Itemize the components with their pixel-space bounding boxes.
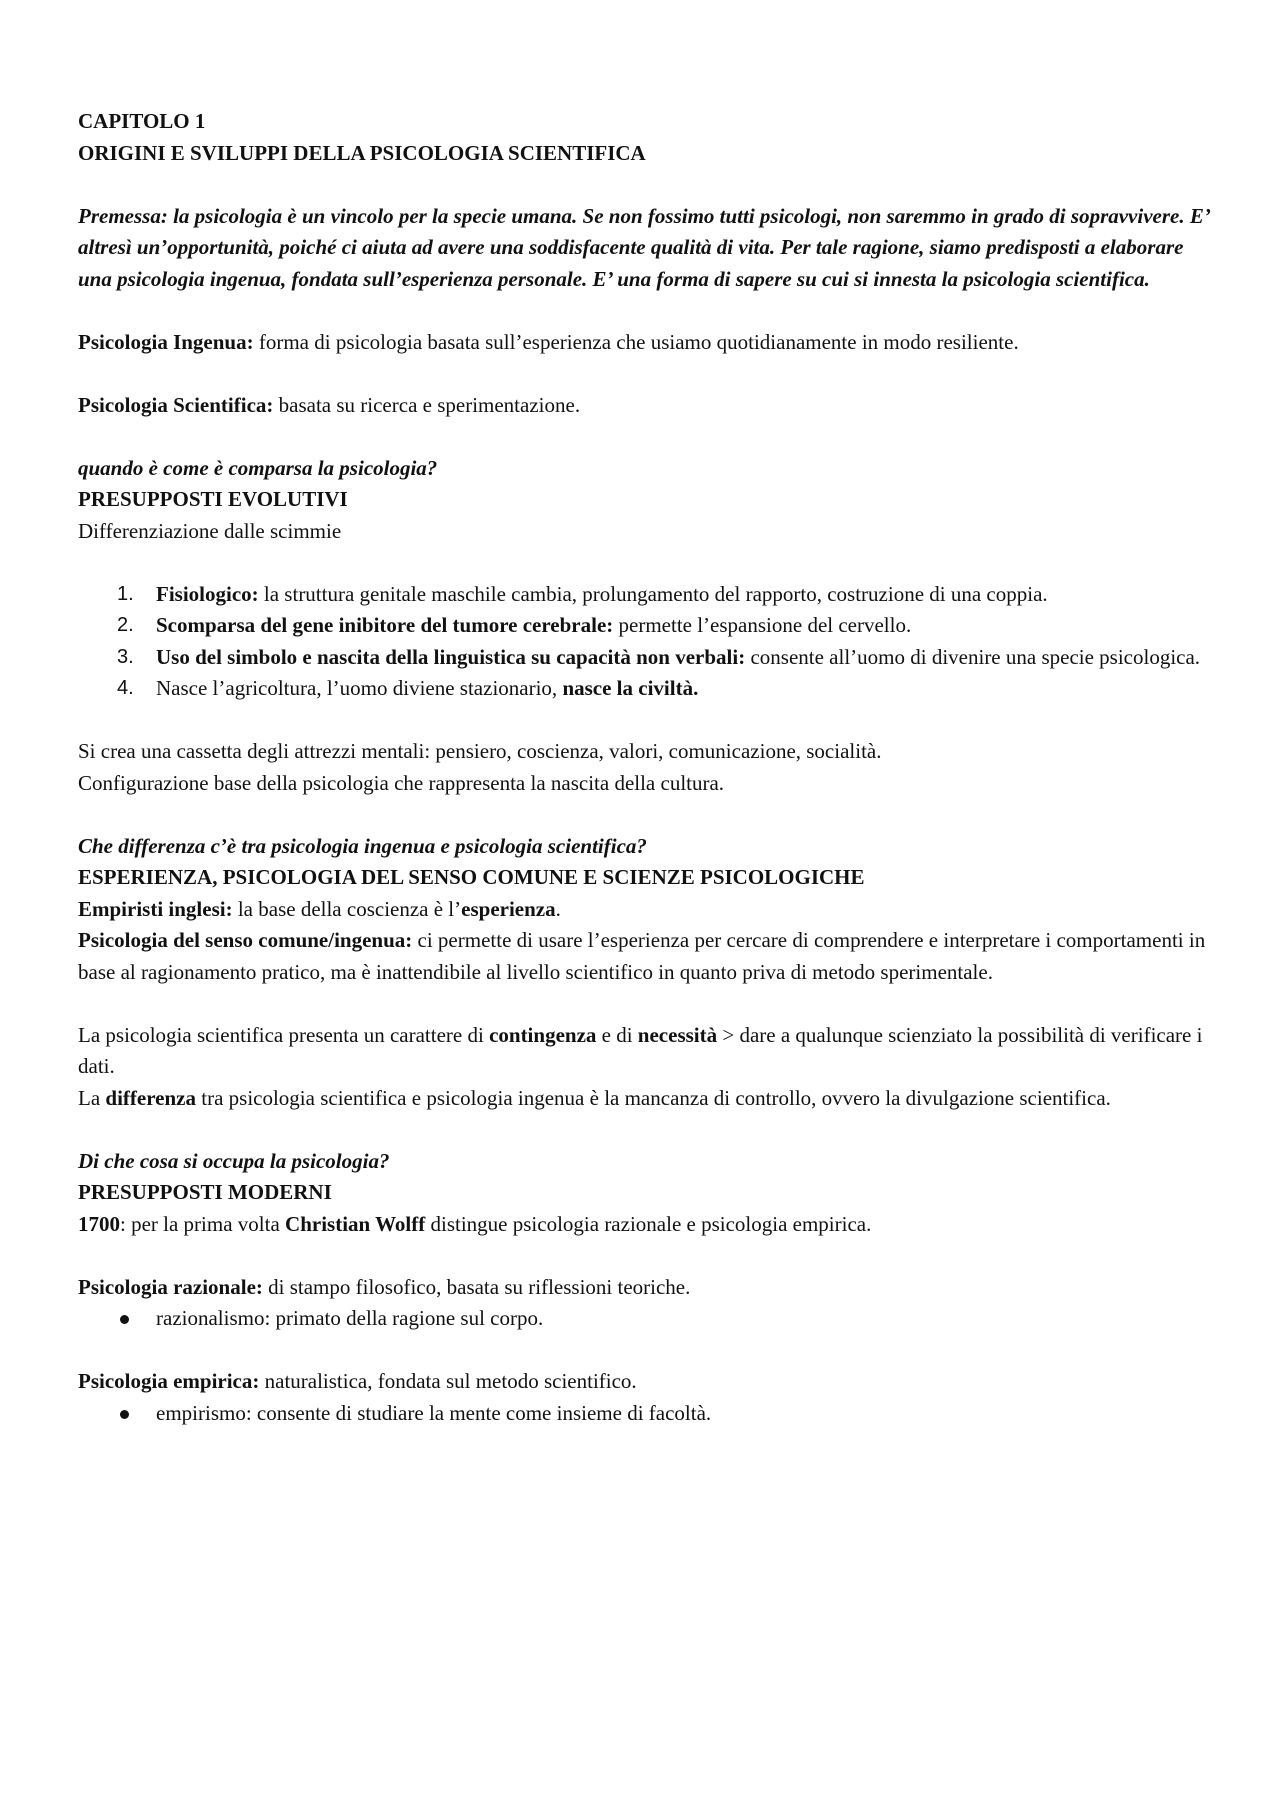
empirica-paragraph (78, 1366, 1220, 1398)
list-item-text: empirismo: consente di studiare la mente come insieme di facoltà. (156, 1400, 712, 1425)
section-heading: PRESUPPOSTI MODERNI (78, 1180, 332, 1204)
definition-term: Psicologia empirica: (78, 1369, 260, 1393)
list-item-text: Nasce l’agricoltura, l’uomo diviene stazionario, (156, 676, 563, 700)
list-item-bold: nasce la civiltà. (562, 676, 699, 700)
definition-term: Empiristi inglesi: (78, 896, 233, 921)
list-item-text: permette l’espansione del cervello. (613, 613, 912, 637)
list-item (78, 610, 1220, 642)
emphasis: necessità (637, 1022, 718, 1047)
list-item (78, 673, 1220, 705)
list-item (78, 579, 1220, 611)
paragraph-text: : per la prima volta (120, 1211, 286, 1236)
chapter-label: CAPITOLO 1 (78, 109, 206, 133)
list-item-text: consente all’uomo di divenire una specie psicologica. (745, 644, 1201, 669)
section-outro: Configurazione base della psicologia che rappresenta la nascita della cultura. (78, 770, 725, 795)
bullet-icon (120, 1410, 129, 1419)
empiristi-paragraph (78, 894, 1220, 926)
definition-text: di stampo filosofico, basata su riflessioni teoriche. (262, 1274, 691, 1299)
list-number: 4. (117, 677, 134, 699)
list-item-text: la struttura genitale maschile cambia, prolungamento del rapporto, costruzione di una coppia. (258, 581, 1048, 606)
senso-comune-paragraph (78, 925, 1220, 988)
bullet-list (78, 1398, 1220, 1430)
list-item-bold: Scomparsa del gene inibitore del tumore cerebrale: (156, 613, 614, 637)
paragraph-text: tra psicologia scientifica e psicologia ingenua è la mancanza di controllo, ovvero la divulgazione scientifica. (196, 1085, 1111, 1110)
definition-text: ci permette di usare l’esperienza per cercare di comprendere e interpretare i comportamenti in base al ragionamento pratico, ma è inattendibile al livello scientifico in quanto priva di metodo sperimentale. (78, 928, 1206, 984)
paragraph-text: La psicologia scientifica presenta un carattere di (78, 1022, 490, 1047)
numbered-list (78, 579, 1220, 705)
list-number: 2. (117, 614, 134, 636)
emphasis: differenza (105, 1085, 196, 1110)
person-name: Christian Wolff (285, 1211, 426, 1236)
definition-text: la base della coscienza è l’ (232, 896, 462, 921)
definition-text: naturalistica, fondata sul metodo scientifico. (259, 1369, 637, 1393)
section-question: quando è come è comparsa la psicologia? (78, 455, 438, 480)
list-number: 1. (117, 582, 134, 605)
definition-text: forma di psicologia basata sull’esperienza che usiamo quotidianamente in modo resiliente. (253, 329, 1019, 354)
list-item-bold: Fisiologico: (156, 581, 259, 606)
section-question: Che differenza c’è tra psicologia ingenua e psicologia scientifica? (78, 833, 647, 858)
paragraph-text: > dare a qualunque scienziato la possibilità di verificare i dati. (78, 1022, 1203, 1078)
definition-text: basata su ricerca e sperimentazione. (273, 392, 581, 417)
list-item (78, 1398, 1220, 1430)
section-heading: PRESUPPOSTI EVOLUTIVI (78, 487, 348, 511)
section-outro: Si crea una cassetta degli attrezzi mentali: pensiero, coscienza, valori, comunicazione, socialità. (78, 739, 882, 763)
section-intro: Differenziazione dalle scimmie (78, 518, 342, 543)
differenza-paragraph (78, 1083, 1220, 1115)
list-item-bold: Uso del simbolo e nascita della linguistica su capacità non verbali: (156, 644, 746, 669)
punctuation: . (555, 896, 561, 921)
definition-term: Psicologia del senso comune/ingenua: (78, 928, 413, 952)
razionale-paragraph (78, 1272, 1220, 1304)
section-question: Di che cosa si occupa la psicologia? (78, 1148, 390, 1173)
list-item-text: razionalismo: primato della ragione sul corpo. (156, 1306, 544, 1330)
definition-term: Psicologia Ingenua: (78, 329, 254, 354)
definition-scientifica (78, 390, 1220, 422)
caratteri-paragraph (78, 1020, 1220, 1083)
list-item (78, 642, 1220, 674)
paragraph-text: La (78, 1085, 106, 1110)
definition-ingenua (78, 327, 1220, 359)
emphasis: contingenza (489, 1022, 597, 1047)
section-heading: ESPERIENZA, PSICOLOGIA DEL SENSO COMUNE E SCIENZE PSICOLOGICHE (78, 865, 865, 889)
wolff-paragraph (78, 1209, 1220, 1241)
definition-term: Psicologia razionale: (78, 1274, 263, 1299)
emphasis: esperienza (461, 896, 556, 921)
bullet-icon (120, 1315, 129, 1324)
list-number: 3. (117, 645, 134, 668)
definition-term: Psicologia Scientifica: (78, 392, 274, 417)
premessa-paragraph: Premessa: la psicologia è un vincolo per la specie umana. Se non fossimo tutti psicologi, non saremmo in grado di sopravvivere. E’ altresì un’opportunità, poiché ci aiuta ad avere una soddisfacente qualità di vita. Per tale ragione, siamo predisposti a elaborare una psicologia ingenua, fondata sull’esperienza personale. E’ una forma di sapere su cui si innesta la psicologia scientifica. (78, 203, 1210, 291)
bullet-list (78, 1303, 1220, 1335)
list-item (78, 1303, 1220, 1335)
paragraph-text: distingue psicologia razionale e psicologia empirica. (425, 1211, 872, 1236)
chapter-title: ORIGINI E SVILUPPI DELLA PSICOLOGIA SCIENTIFICA (78, 140, 646, 165)
paragraph-text: e di (596, 1022, 638, 1047)
year: 1700 (78, 1211, 120, 1236)
